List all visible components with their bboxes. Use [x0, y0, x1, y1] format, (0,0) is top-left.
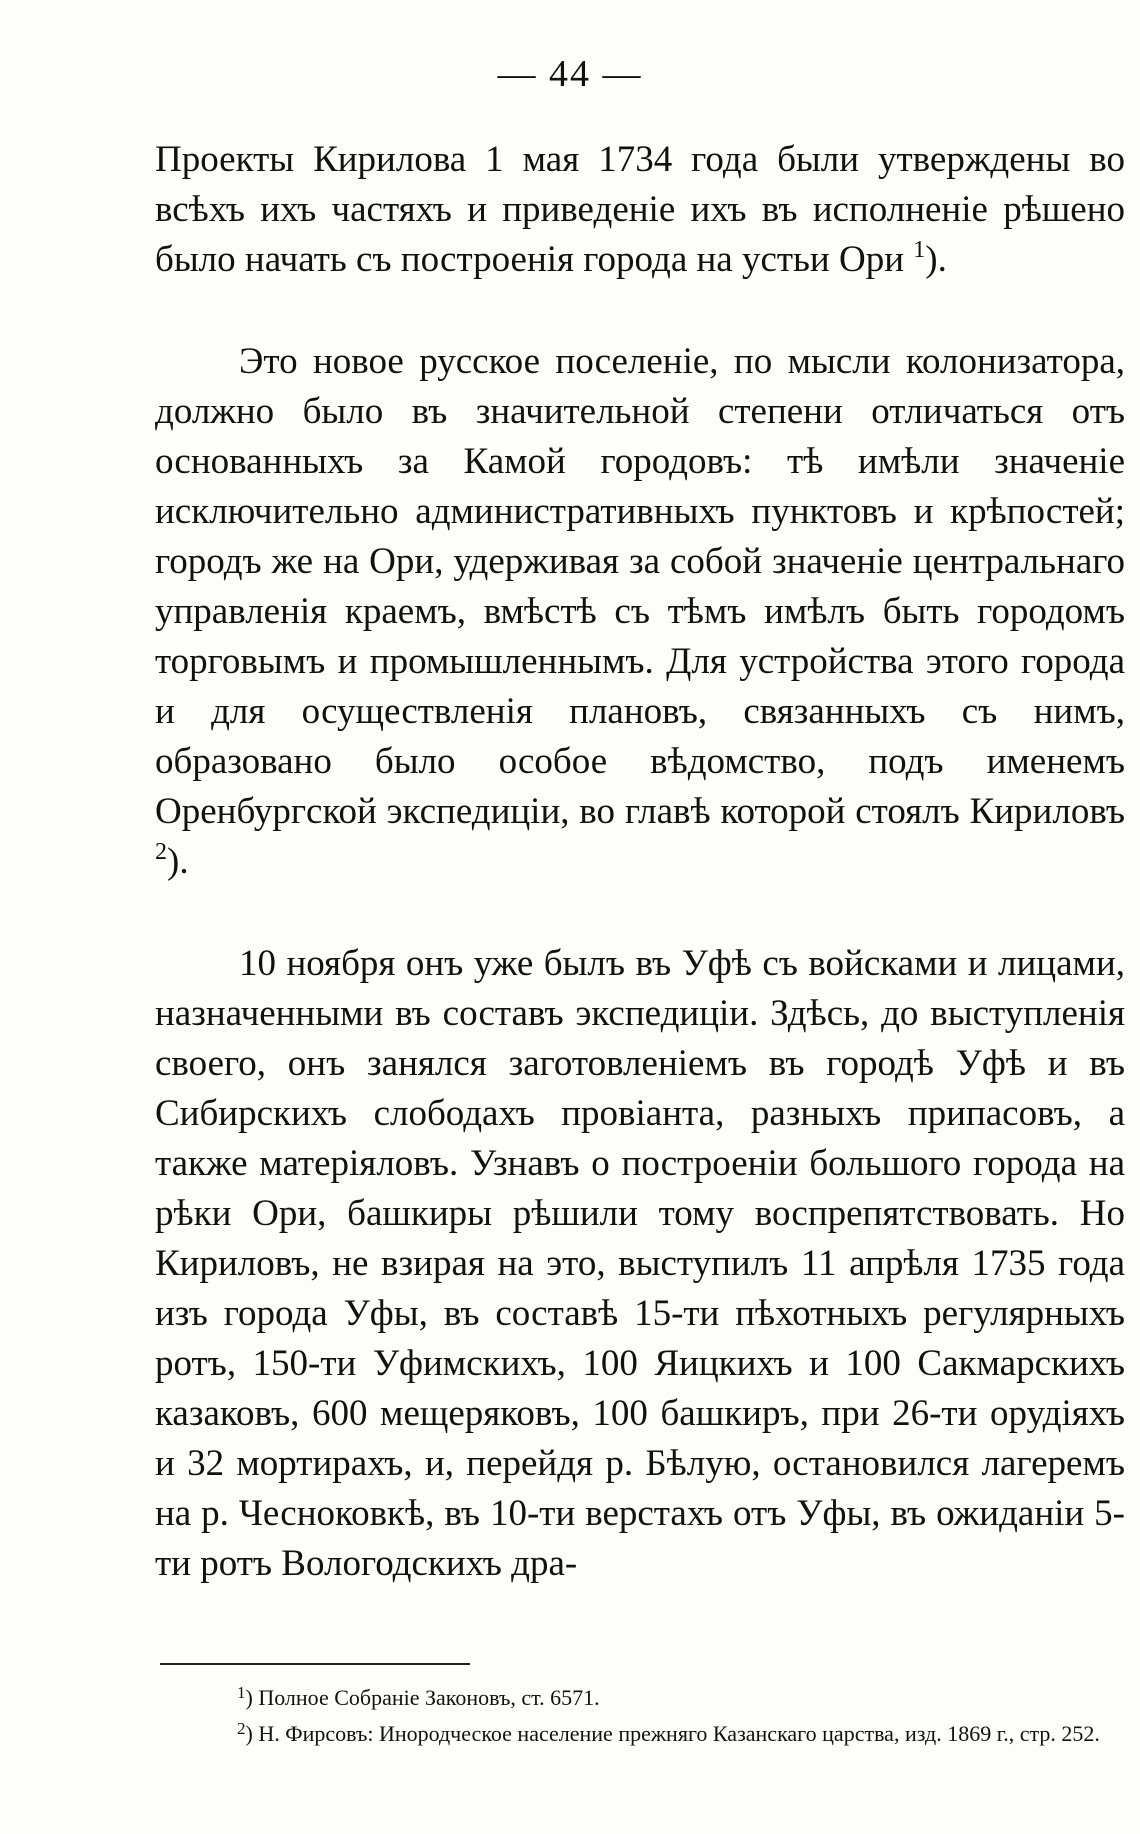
- paragraph-text: 10 ноября онъ уже былъ въ Уфѣ съ войсками и лицами, назначенными въ составъ экспедиціи. Здѣсь, до выступленія своего, онъ занялся заготовленіемъ въ городѣ Уфѣ и въ Сибирскихъ слободахъ провіанта, разныхъ припасовъ, а также матеріяловъ. Узнавъ о построеніи большого города на рѣки Ори, башкиры рѣшили тому воспрепятствовать. Но Кириловъ, не взирая на это, выступилъ 11 апрѣля 1735 года изъ города Уфы, въ составѣ 15-ти пѣхотныхъ регулярныхъ ротъ, 150-ти Уфимскихъ, 100 Яицкихъ и 100 Сакмарскихъ казаковъ, 600 мещеряковъ, 100 башкиръ, при 26-ти орудіяхъ и 32 мортирахъ, и, перейдя р. Бѣлую, остановился лагеремъ на р. Чесноковкѣ, въ 10-ти верстахъ отъ Уфы, въ ожиданіи 5-ти ротъ Вологодскихъ дра-: [155, 943, 1125, 1584]
- footnote-text: ) Н. Фирсовъ: Инородческое население прежняго Казанскаго царства, изд. 1869 г., стр. 252.: [245, 1721, 1100, 1746]
- paragraph-3: [155, 939, 1125, 1589]
- main-text: [155, 135, 1125, 1641]
- footnote-1: [155, 1680, 1125, 1716]
- paragraph-1: [155, 135, 1125, 285]
- footnote-ref: 2: [155, 839, 167, 865]
- footnote-mark: 2: [237, 1719, 246, 1738]
- paragraph-text: Это новое русское поселеніе, по мысли колонизатора, должно было въ значительной степени отличаться отъ основанныхъ за Камой городовъ: тѣ имѣли значеніе исключительно административныхъ пунктовъ и крѣпостей; городъ же на Ори, удерживая за собой значеніе центральнаго управленія краемъ, вмѣстѣ съ тѣмъ имѣлъ быть городомъ торговымъ и промышленнымъ. Для устройства этого города и для осуществленія плановъ, связанныхъ съ нимъ, образовано было особое вѣдомство, подъ именемъ Оренбургской экспедиціи, во главѣ которой стоялъ Кириловъ: [155, 341, 1125, 832]
- footnote-2: [155, 1716, 1125, 1752]
- footnote-ref: 1: [913, 237, 926, 263]
- paragraph-tail: ).: [167, 841, 189, 882]
- footnote-divider: [160, 1663, 470, 1665]
- paragraph-2: [155, 337, 1125, 887]
- footnotes: [155, 1680, 1125, 1752]
- footnote-mark: 1: [237, 1683, 246, 1702]
- paragraph-text: Проекты Кирилова 1 мая 1734 года были утверждены во всѣхъ ихъ частяхъ и приведеніе ихъ въ исполненіе рѣшено было начать съ построенія города на устьи Ори: [155, 139, 1125, 280]
- footnote-text: ) Полное Собраніе Законовъ, ст. 6571.: [245, 1685, 600, 1710]
- paragraph-tail: ).: [925, 239, 947, 280]
- page-number: — 44 —: [497, 53, 643, 95]
